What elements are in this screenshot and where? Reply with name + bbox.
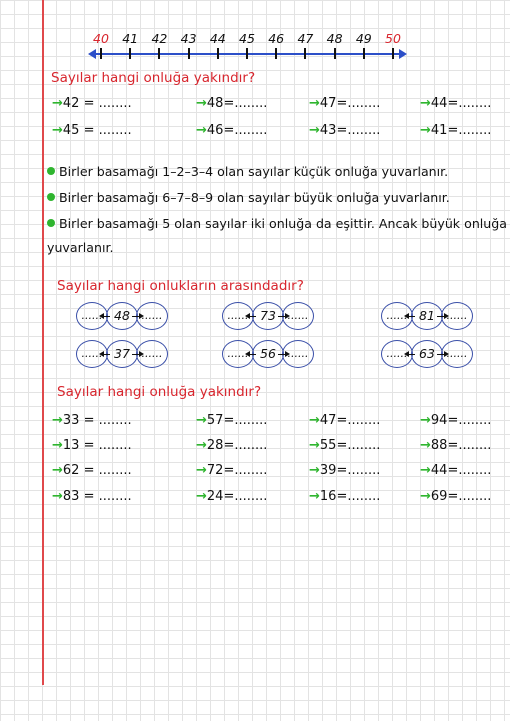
rule-item [47,164,448,179]
number-line-label: 47 [297,31,314,46]
green-arrow-icon: → [309,413,320,428]
section2-title: Sayılar hangi onlukların arasındadır? [57,278,304,294]
arrow-left-icon [245,313,250,319]
question-item [309,489,380,504]
question-text: 62 = ........ [62,463,132,478]
rule-text: yuvarlanır. [47,240,114,255]
arrow-left-icon [404,351,409,357]
green-arrow-icon: → [309,96,320,111]
green-arrow-icon: → [196,463,207,478]
upper-ten-bubble: ...... [282,340,314,368]
question-text: 42 = ........ [62,96,132,111]
green-arrow-icon: → [196,438,207,453]
question-item [196,96,267,111]
question-item [196,413,267,428]
section1-title: Sayılar hangi onluğa yakındır? [51,70,256,86]
lower-ten-bubble: ...... [76,302,108,330]
arrow-right-icon [285,313,290,319]
question-text: 88=........ [430,438,492,453]
green-arrow-icon: → [309,438,320,453]
question-text: 39=........ [319,463,381,478]
number-line-label: 41 [122,31,139,46]
bullet-icon [47,193,55,201]
number-line-tick [334,48,336,59]
green-arrow-icon: → [196,413,207,428]
number-line-tick [217,48,219,59]
question-text: 48=........ [206,96,268,111]
number-line-label: 50 [385,31,401,46]
number-line-tick [304,48,306,59]
question-item [196,489,267,504]
green-arrow-icon: → [52,463,63,478]
section3-title: Sayılar hangi onluğa yakındır? [57,384,262,400]
question-text: 44=........ [430,96,492,111]
number-line-label: 46 [268,31,285,46]
green-arrow-icon: → [52,96,63,111]
arrow-right-icon [399,49,407,59]
rule-item-continued [47,240,114,255]
question-item [196,463,267,478]
question-item [420,438,491,453]
rule-item [47,190,450,205]
question-item [309,438,380,453]
question-item [420,413,491,428]
green-arrow-icon: → [420,489,431,504]
question-text: 57=........ [206,413,268,428]
question-text: 16=........ [319,489,381,504]
upper-ten-bubble: ...... [136,302,168,330]
green-arrow-icon: → [196,489,207,504]
number-line-label: 40 [93,31,109,46]
number-line-tick [246,48,248,59]
green-arrow-icon: → [52,438,63,453]
green-arrow-icon: → [52,489,63,504]
rule-text: Birler basamağı 1–2–3–4 olan sayılar küçük onluğa yuvarlanır. [59,164,449,179]
question-item [196,438,267,453]
question-text: 24=........ [206,489,268,504]
number-line-tick [158,48,160,59]
number-bubble: 37 [106,340,138,368]
question-item [309,123,380,138]
question-item [52,489,132,504]
bullet-icon [47,219,55,227]
green-arrow-icon: → [309,123,320,138]
green-arrow-icon: → [420,438,431,453]
page-margin-line [42,0,44,685]
question-item [309,413,380,428]
upper-ten-bubble: ...... [282,302,314,330]
question-item [52,463,132,478]
number-bubble: 81 [411,302,443,330]
number-line-label: 48 [326,31,343,46]
arrow-right-icon [139,313,144,319]
number-line-label: 45 [239,31,255,46]
number-line-label: 44 [209,31,226,46]
green-arrow-icon: → [420,123,431,138]
question-item [52,413,132,428]
lower-ten-bubble: ...... [222,340,254,368]
number-line-label: 43 [180,31,197,46]
bullet-icon [47,167,55,175]
question-text: 13 = ........ [62,438,132,453]
number-line-tick [188,48,190,59]
green-arrow-icon: → [196,96,207,111]
lower-ten-bubble: ...... [222,302,254,330]
question-text: 43=........ [319,123,381,138]
arrow-right-icon [139,351,144,357]
number-line-tick [129,48,131,59]
green-arrow-icon: → [52,413,63,428]
green-arrow-icon: → [309,463,320,478]
question-item [420,123,491,138]
question-text: 44=........ [430,463,492,478]
arrow-left-icon [245,351,250,357]
question-item [309,96,380,111]
rule-text: Birler basamağı 6–7–8–9 olan sayılar büyük onluğa yuvarlanır. [59,190,450,205]
question-text: 72=........ [206,463,268,478]
question-text: 83 = ........ [62,489,132,504]
question-item [196,123,267,138]
green-arrow-icon: → [52,123,63,138]
number-line-tick [392,48,394,59]
green-arrow-icon: → [309,489,320,504]
arrow-left-icon [404,313,409,319]
arrow-left-icon [99,351,104,357]
number-bubble: 48 [106,302,138,330]
number-bubble: 73 [252,302,284,330]
green-arrow-icon: → [420,463,431,478]
number-line-tick [100,48,102,59]
arrow-right-icon [285,351,290,357]
upper-ten-bubble: ...... [136,340,168,368]
rule-item [47,216,507,231]
number-bubble: 63 [411,340,443,368]
green-arrow-icon: → [196,123,207,138]
lower-ten-bubble: ...... [381,302,413,330]
question-item [420,489,491,504]
question-text: 45 = ........ [62,123,132,138]
question-text: 94=........ [430,413,492,428]
lower-ten-bubble: ...... [76,340,108,368]
question-text: 46=........ [206,123,268,138]
arrow-right-icon [444,313,449,319]
question-item [52,96,132,111]
arrow-right-icon [444,351,449,357]
question-text: 47=........ [319,96,381,111]
question-text: 47=........ [319,413,381,428]
upper-ten-bubble: ...... [441,340,473,368]
number-line-label: 49 [355,31,372,46]
question-text: 33 = ........ [62,413,132,428]
question-text: 28=........ [206,438,268,453]
number-line-tick [363,48,365,59]
rule-text: Birler basamağı 5 olan sayılar iki onluğa da eşittir. Ancak büyük onluğa [59,216,507,231]
question-item [52,438,132,453]
question-text: 55=........ [319,438,381,453]
number-line-tick [275,48,277,59]
green-arrow-icon: → [420,96,431,111]
question-item [52,123,132,138]
lower-ten-bubble: ...... [381,340,413,368]
green-arrow-icon: → [420,413,431,428]
number-bubble: 56 [252,340,284,368]
upper-ten-bubble: ...... [441,302,473,330]
question-text: 41=........ [430,123,492,138]
question-item [309,463,380,478]
number-line-label: 42 [151,31,168,46]
question-text: 69=........ [430,489,492,504]
arrow-left-icon [99,313,104,319]
question-item [420,463,491,478]
question-item [420,96,491,111]
